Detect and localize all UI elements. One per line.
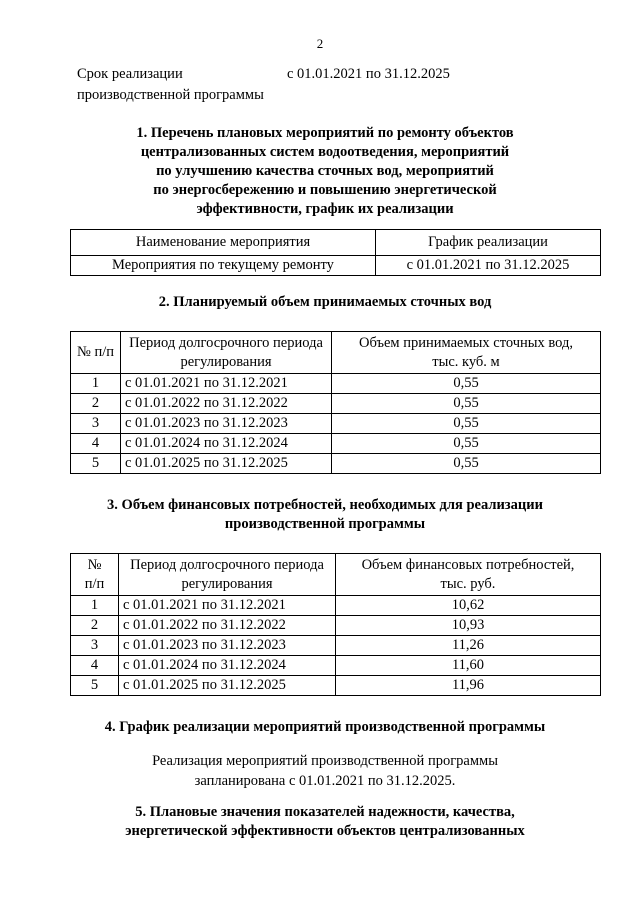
header-volume-line1: Объем принимаемых сточных вод, — [359, 334, 573, 351]
table-row — [71, 616, 601, 636]
table-row — [71, 256, 601, 276]
cell-volume: 0,55 — [332, 394, 601, 414]
term-value: с 01.01.2021 по 31.12.2025 — [287, 66, 450, 82]
cell-period: с 01.01.2023 по 31.12.2023 — [119, 636, 336, 656]
cell-period: с 01.01.2023 по 31.12.2023 — [121, 414, 332, 434]
cell-period: с 01.01.2022 по 31.12.2022 — [119, 616, 336, 636]
header-volume — [332, 332, 601, 374]
cell-num: 4 — [71, 434, 121, 454]
header-period-line1: Период долгосрочного периода — [129, 334, 323, 351]
cell-period: с 01.01.2024 по 31.12.2024 — [121, 434, 332, 454]
table-row — [71, 636, 601, 656]
term-label-line1: Срок реализации — [77, 66, 183, 82]
header-finance-line2: тыс. руб. — [440, 575, 496, 592]
cell-num: 4 — [71, 656, 119, 676]
section4-title: 4. График реализации мероприятий производственной программы — [104, 719, 546, 735]
cell-finance: 10,93 — [336, 616, 601, 636]
header-num — [71, 554, 119, 596]
cell-num: 2 — [71, 616, 119, 636]
cell-num: 3 — [71, 636, 119, 656]
table-row — [71, 454, 601, 474]
finance-table — [70, 553, 601, 696]
table-header-row — [71, 554, 601, 596]
cell-period: с 01.01.2025 по 31.12.2025 — [121, 454, 332, 474]
page-number: 2 — [316, 36, 324, 51]
cell-period: с 01.01.2021 по 31.12.2021 — [121, 374, 332, 394]
cell-period: с 01.01.2025 по 31.12.2025 — [119, 676, 336, 696]
cell-num: 2 — [71, 394, 121, 414]
header-num: № п/п — [71, 332, 121, 374]
section4-text — [60, 751, 590, 791]
table-row — [71, 596, 601, 616]
header-finance-line1: Объем финансовых потребностей, — [361, 556, 575, 573]
section1-title-line: 1. Перечень плановых мероприятий по ремонту объектов — [136, 125, 514, 141]
header-num-line1: № — [87, 556, 102, 573]
section5-title-line: 5. Плановые значения показателей надежности, качества, — [135, 804, 515, 820]
cell-volume: 0,55 — [332, 454, 601, 474]
wastewater-table — [70, 331, 601, 474]
cell-finance: 11,26 — [336, 636, 601, 656]
section5-title-line: энергетической эффективности объектов централизованных — [125, 823, 525, 839]
cell-num: 5 — [71, 676, 119, 696]
header-period-line2: регулирования — [181, 575, 273, 592]
cell-num: 1 — [71, 374, 121, 394]
cell-num: 5 — [71, 454, 121, 474]
cell-num: 3 — [71, 414, 121, 434]
section1-title-line: централизованных систем водоотведения, мероприятий — [140, 144, 510, 160]
cell-period: с 01.01.2021 по 31.12.2021 — [119, 596, 336, 616]
table-header-row — [71, 230, 601, 256]
table-row — [71, 414, 601, 434]
section1-title-line: по улучшению качества сточных вод, мероприятий — [156, 163, 494, 179]
table-row — [71, 434, 601, 454]
header-period-line2: регулирования — [180, 353, 272, 370]
section3-title-line: производственной программы — [224, 516, 426, 532]
table-row — [71, 374, 601, 394]
header-activity: Наименование мероприятия — [71, 230, 376, 256]
section4-text-line: Реализация мероприятий производственной программы — [152, 753, 498, 769]
cell-schedule: с 01.01.2021 по 31.12.2025 — [376, 256, 601, 276]
header-period — [119, 554, 336, 596]
term-label-line2: производственной программы — [77, 87, 264, 103]
section1-title — [60, 124, 590, 219]
cell-activity: Мероприятия по текущему ремонту — [71, 256, 376, 276]
table-row — [71, 394, 601, 414]
section3-title — [40, 496, 610, 534]
header-volume-line2: тыс. куб. м — [432, 353, 500, 370]
term-label — [77, 64, 264, 106]
repair-table — [70, 229, 601, 276]
table-row — [71, 676, 601, 696]
header-schedule: График реализации — [376, 230, 601, 256]
header-period — [121, 332, 332, 374]
cell-period: с 01.01.2022 по 31.12.2022 — [121, 394, 332, 414]
section2-title: 2. Планируемый объем принимаемых сточных вод — [158, 294, 492, 310]
cell-num: 1 — [71, 596, 119, 616]
cell-volume: 0,55 — [332, 374, 601, 394]
section3-title-line: 3. Объем финансовых потребностей, необходимых для реализации — [107, 497, 543, 513]
table-header-row — [71, 332, 601, 374]
cell-period: с 01.01.2024 по 31.12.2024 — [119, 656, 336, 676]
section1-title-line: эффективности, график их реализации — [196, 201, 454, 217]
section5-title — [40, 803, 610, 841]
cell-volume: 0,55 — [332, 434, 601, 454]
cell-finance: 11,96 — [336, 676, 601, 696]
header-period-line1: Период долгосрочного периода — [130, 556, 324, 573]
header-finance — [336, 554, 601, 596]
cell-finance: 11,60 — [336, 656, 601, 676]
cell-volume: 0,55 — [332, 414, 601, 434]
table-row — [71, 656, 601, 676]
cell-finance: 10,62 — [336, 596, 601, 616]
header-num-line2: п/п — [84, 575, 105, 592]
section1-title-line: по энергосбережению и повышению энергетической — [153, 182, 497, 198]
section4-text-line: запланирована с 01.01.2021 по 31.12.2025. — [194, 773, 456, 789]
